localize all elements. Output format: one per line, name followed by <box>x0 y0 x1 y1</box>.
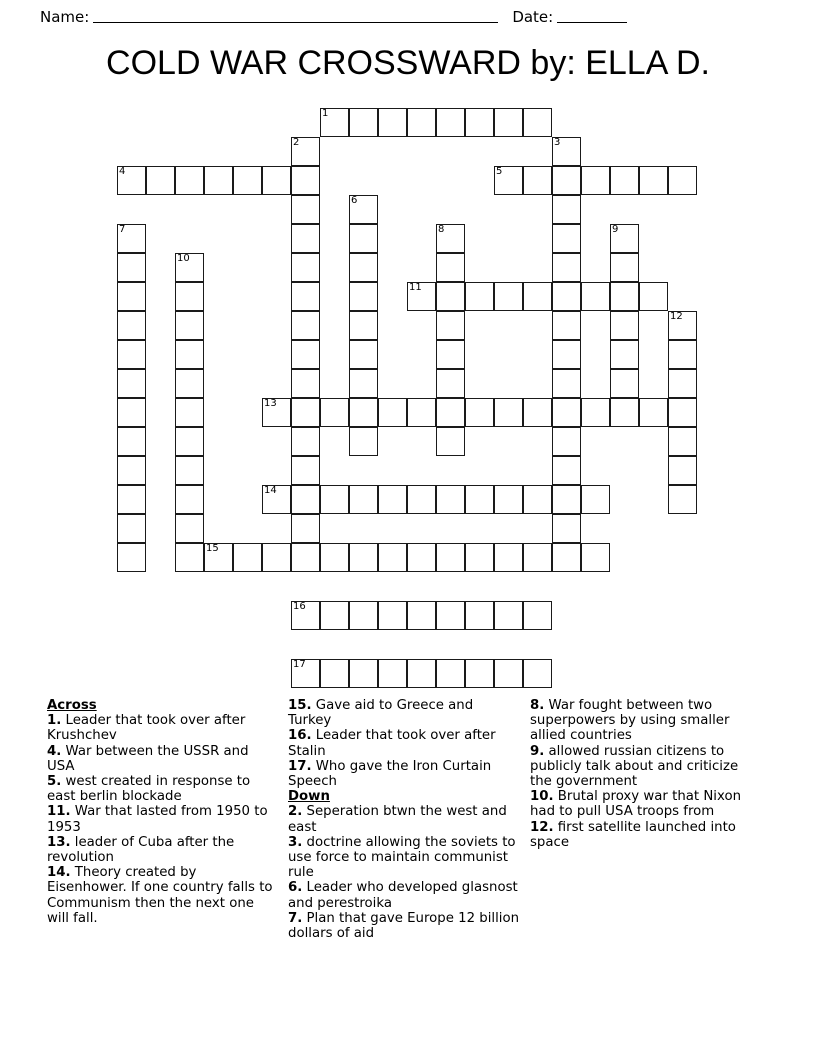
crossword-cell[interactable] <box>436 601 465 630</box>
crossword-cell[interactable] <box>610 224 639 253</box>
crossword-cell[interactable] <box>668 398 697 427</box>
crossword-cell[interactable] <box>668 427 697 456</box>
crossword-cell[interactable] <box>378 108 407 137</box>
clue-down-9: 9. allowed russian citizens to publicly talk about and criticize the government <box>530 743 739 790</box>
crossword-cell[interactable] <box>436 253 465 282</box>
crossword-cell[interactable] <box>610 282 639 311</box>
clue-across-5: 5. west created in response to east berlin blockade <box>47 774 251 805</box>
crossword-cell[interactable] <box>378 398 407 427</box>
crossword-cell[interactable] <box>581 166 610 195</box>
clue-number: 3. <box>288 834 303 850</box>
crossword-cell[interactable] <box>465 485 494 514</box>
down-heading: Down <box>288 789 330 805</box>
crossword-cell[interactable] <box>262 398 291 427</box>
crossword-cell[interactable] <box>552 456 581 485</box>
crossword-cell[interactable] <box>291 340 320 369</box>
crossword-cell[interactable] <box>610 369 639 398</box>
crossword-cell[interactable] <box>552 137 581 166</box>
cell-number: 10 <box>177 253 190 264</box>
crossword-cell[interactable] <box>465 659 494 688</box>
crossword-cell[interactable] <box>523 485 552 514</box>
crossword-cell[interactable] <box>175 311 204 340</box>
clue-down-12: 12. first satellite launched into space <box>530 819 736 850</box>
cell-number: 2 <box>293 137 300 148</box>
crossword-cell[interactable] <box>117 282 146 311</box>
crossword-cell[interactable] <box>291 311 320 340</box>
crossword-cell[interactable] <box>175 427 204 456</box>
crossword-cell[interactable] <box>262 543 291 572</box>
crossword-cell[interactable] <box>523 543 552 572</box>
crossword-cell[interactable] <box>117 369 146 398</box>
crossword-cell[interactable] <box>349 543 378 572</box>
clue-across-11: 11. War that lasted from 1950 to 1953 <box>47 804 268 835</box>
clue-across-1: 1. Leader that took over after Krushchev <box>47 713 246 744</box>
crossword-cell[interactable] <box>117 485 146 514</box>
cell-number: 8 <box>438 224 445 235</box>
cell-number: 11 <box>409 282 422 293</box>
crossword-cell[interactable] <box>581 398 610 427</box>
crossword-cell[interactable] <box>291 427 320 456</box>
crossword-cell[interactable] <box>494 601 523 630</box>
crossword-cell[interactable] <box>291 659 320 688</box>
crossword-cell[interactable] <box>552 369 581 398</box>
crossword-cell[interactable] <box>291 601 320 630</box>
clues-section <box>0 698 816 998</box>
crossword-cell[interactable] <box>523 166 552 195</box>
crossword-cell[interactable] <box>349 340 378 369</box>
crossword-cell[interactable] <box>349 601 378 630</box>
crossword-cell[interactable] <box>436 543 465 572</box>
clue-across-13: 13. leader of Cuba after the revolution <box>47 834 235 866</box>
crossword-cell[interactable] <box>320 108 349 137</box>
crossword-cell[interactable] <box>552 514 581 543</box>
crossword-cell[interactable] <box>436 311 465 340</box>
crossword-cell[interactable] <box>436 398 465 427</box>
clue-number: 6. <box>288 880 303 896</box>
crossword-cell[interactable] <box>465 601 494 630</box>
crossword-cell[interactable] <box>117 311 146 340</box>
crossword-cell[interactable] <box>378 601 407 630</box>
crossword-cell[interactable] <box>668 485 697 514</box>
crossword-cell[interactable] <box>320 659 349 688</box>
crossword-cell[interactable] <box>494 398 523 427</box>
crossword-cell[interactable] <box>407 659 436 688</box>
crossword-cell[interactable] <box>668 311 697 340</box>
crossword-cell[interactable] <box>262 166 291 195</box>
clue-down-6: 6. Leader who developed glasnost and perestroika <box>288 880 518 911</box>
crossword-cell[interactable] <box>610 253 639 282</box>
crossword-cell[interactable] <box>175 543 204 572</box>
crossword-cell[interactable] <box>552 195 581 224</box>
crossword-cell[interactable] <box>378 485 407 514</box>
crossword-cell[interactable] <box>291 398 320 427</box>
crossword-cell[interactable] <box>494 282 523 311</box>
name-label: Name: <box>40 8 90 26</box>
cell-number: 9 <box>612 224 619 235</box>
crossword-cell[interactable] <box>610 311 639 340</box>
clue-number: 14. <box>47 865 71 881</box>
crossword-cell[interactable] <box>349 659 378 688</box>
crossword-cell[interactable] <box>349 224 378 253</box>
crossword-cell[interactable] <box>523 659 552 688</box>
crossword-cell[interactable] <box>436 108 465 137</box>
crossword-cell[interactable] <box>436 282 465 311</box>
crossword-cell[interactable] <box>610 398 639 427</box>
crossword-cell[interactable] <box>552 543 581 572</box>
crossword-cell[interactable] <box>349 311 378 340</box>
crossword-cell[interactable] <box>117 253 146 282</box>
crossword-cell[interactable] <box>291 224 320 253</box>
crossword-cell[interactable] <box>552 427 581 456</box>
crossword-cell[interactable] <box>291 166 320 195</box>
crossword-cell[interactable] <box>494 543 523 572</box>
crossword-cell[interactable] <box>117 340 146 369</box>
crossword-cell[interactable] <box>436 485 465 514</box>
crossword-cell[interactable] <box>407 282 436 311</box>
cell-number: 7 <box>119 224 126 235</box>
crossword-cell[interactable] <box>639 398 668 427</box>
clue-number: 1. <box>47 713 62 729</box>
crossword-cell[interactable] <box>291 485 320 514</box>
crossword-cell[interactable] <box>175 398 204 427</box>
clue-column-1 <box>47 698 275 926</box>
crossword-cell[interactable] <box>610 340 639 369</box>
crossword-cell[interactable] <box>175 282 204 311</box>
clue-across-4: 4. War between the USSR and USA <box>47 743 249 774</box>
across-heading: Across <box>47 698 97 713</box>
crossword-cell[interactable] <box>407 398 436 427</box>
clue-number: 2. <box>288 804 303 820</box>
crossword-cell[interactable] <box>349 108 378 137</box>
clue-number: 9. <box>530 743 545 759</box>
crossword-cell[interactable] <box>436 224 465 253</box>
crossword-cell[interactable] <box>436 369 465 398</box>
crossword-cell[interactable] <box>349 282 378 311</box>
crossword-cell[interactable] <box>320 543 349 572</box>
crossword-cell[interactable] <box>175 456 204 485</box>
crossword-cell[interactable] <box>175 369 204 398</box>
crossword-cell[interactable] <box>668 369 697 398</box>
crossword-cell[interactable] <box>349 195 378 224</box>
crossword-cell[interactable] <box>668 166 697 195</box>
crossword-cell[interactable] <box>436 427 465 456</box>
clue-across-14: 14. Theory created by Eisenhower. If one country falls to Communism then the next one will fall. <box>47 865 273 926</box>
crossword-cell[interactable] <box>552 253 581 282</box>
crossword-cell[interactable] <box>494 485 523 514</box>
crossword-cell[interactable] <box>349 369 378 398</box>
crossword-cell[interactable] <box>610 166 639 195</box>
clue-across-17: 17. Who gave the Iron Curtain Speech <box>288 758 492 790</box>
crossword-cell[interactable] <box>320 485 349 514</box>
crossword-cell[interactable] <box>291 195 320 224</box>
clue-down-2: 2. Seperation btwn the west and east <box>288 804 507 835</box>
crossword-cell[interactable] <box>552 224 581 253</box>
crossword-cell[interactable] <box>639 282 668 311</box>
crossword-cell[interactable] <box>117 398 146 427</box>
cell-number: 16 <box>293 601 306 612</box>
clue-down-7: 7. Plan that gave Europe 12 billion dollars of aid <box>288 910 520 942</box>
cell-number: 6 <box>351 195 358 206</box>
crossword-cell[interactable] <box>465 398 494 427</box>
crossword-cell[interactable] <box>117 543 146 572</box>
crossword-cell[interactable] <box>117 166 146 195</box>
crossword-cell[interactable] <box>175 340 204 369</box>
cell-number: 17 <box>293 659 306 670</box>
crossword-cell[interactable] <box>233 543 262 572</box>
clue-number: 4. <box>47 743 62 759</box>
crossword-cell[interactable] <box>552 398 581 427</box>
crossword-cell[interactable] <box>117 514 146 543</box>
clue-number: 7. <box>288 910 303 926</box>
clue-down-3: 3. doctrine allowing the soviets to use force to maintain communist rule <box>288 834 516 881</box>
crossword-cell[interactable] <box>436 340 465 369</box>
crossword-cell[interactable] <box>407 543 436 572</box>
cell-number: 13 <box>264 398 277 409</box>
crossword-cell[interactable] <box>320 601 349 630</box>
crossword-cell[interactable] <box>117 456 146 485</box>
cell-number: 4 <box>119 166 126 177</box>
cell-number: 12 <box>670 311 683 322</box>
crossword-cell[interactable] <box>175 253 204 282</box>
clue-number: 17. <box>288 758 312 774</box>
crossword-cell[interactable] <box>523 398 552 427</box>
crossword-cell[interactable] <box>291 137 320 166</box>
clue-across-15: 15. Gave aid to Greece and Turkey <box>288 698 474 729</box>
crossword-cell[interactable] <box>552 311 581 340</box>
crossword-cell[interactable] <box>378 543 407 572</box>
crossword-cell[interactable] <box>262 485 291 514</box>
crossword-cell[interactable] <box>465 543 494 572</box>
clue-number: 13. <box>47 834 71 850</box>
crossword-cell[interactable] <box>581 282 610 311</box>
crossword-cell[interactable] <box>291 253 320 282</box>
crossword-cell[interactable] <box>291 456 320 485</box>
crossword-cell[interactable] <box>552 166 581 195</box>
crossword-cell[interactable] <box>407 108 436 137</box>
page-title: COLD WAR CROSSWARD by: ELLA D. <box>106 44 710 82</box>
crossword-cell[interactable] <box>552 282 581 311</box>
crossword-cell[interactable] <box>349 485 378 514</box>
crossword-cell[interactable] <box>117 427 146 456</box>
crossword-cell[interactable] <box>552 485 581 514</box>
crossword-cell[interactable] <box>494 108 523 137</box>
cell-number: 1 <box>322 108 329 119</box>
clue-number: 5. <box>47 774 62 790</box>
crossword-cell[interactable] <box>320 398 349 427</box>
clue-down-10: 10. Brutal proxy war that Nixon had to pull USA troops from <box>530 789 742 820</box>
crossword-cell[interactable] <box>407 485 436 514</box>
crossword-cell[interactable] <box>523 108 552 137</box>
crossword-cell[interactable] <box>117 224 146 253</box>
crossword-cell[interactable] <box>349 398 378 427</box>
clue-number: 15. <box>288 698 312 713</box>
crossword-cell[interactable] <box>494 166 523 195</box>
crossword-cell[interactable] <box>204 166 233 195</box>
crossword-cell[interactable] <box>291 369 320 398</box>
crossword-cell[interactable] <box>523 282 552 311</box>
crossword-cell[interactable] <box>581 485 610 514</box>
cell-number: 14 <box>264 485 277 496</box>
crossword-cell[interactable] <box>639 166 668 195</box>
crossword-cell[interactable] <box>291 543 320 572</box>
crossword-cell[interactable] <box>349 427 378 456</box>
crossword-cell[interactable] <box>175 485 204 514</box>
clue-number: 8. <box>530 698 545 713</box>
crossword-cell[interactable] <box>465 108 494 137</box>
crossword-cell[interactable] <box>291 514 320 543</box>
crossword-cell[interactable] <box>378 659 407 688</box>
clue-number: 11. <box>47 804 71 820</box>
crossword-cell[interactable] <box>581 543 610 572</box>
crossword-cell[interactable] <box>175 514 204 543</box>
crossword-cell[interactable] <box>465 282 494 311</box>
crossword-cell[interactable] <box>175 166 204 195</box>
clue-number: 10. <box>530 789 554 805</box>
date-label: Date: <box>512 8 554 26</box>
crossword-cell[interactable] <box>233 166 262 195</box>
crossword-cell[interactable] <box>494 659 523 688</box>
clue-number: 16. <box>288 728 312 744</box>
crossword-cell[interactable] <box>668 340 697 369</box>
crossword-cell[interactable] <box>523 601 552 630</box>
clue-column-2 <box>288 698 520 941</box>
crossword-cell[interactable] <box>407 601 436 630</box>
clue-across-16: 16. Leader that took over after Stalin <box>288 728 496 759</box>
crossword-cell[interactable] <box>668 456 697 485</box>
crossword-cell[interactable] <box>436 659 465 688</box>
cell-number: 3 <box>554 137 561 148</box>
crossword-cell[interactable] <box>291 282 320 311</box>
crossword-cell[interactable] <box>146 166 175 195</box>
cell-number: 5 <box>496 166 503 177</box>
crossword-cell[interactable] <box>552 340 581 369</box>
crossword-cell[interactable] <box>349 253 378 282</box>
cell-number: 15 <box>206 543 219 554</box>
crossword-cell[interactable] <box>204 543 233 572</box>
clue-column-3 <box>530 698 764 850</box>
clue-number: 12. <box>530 819 554 835</box>
clue-down-8: 8. War fought between two superpowers by using smaller allied countries <box>530 698 730 744</box>
